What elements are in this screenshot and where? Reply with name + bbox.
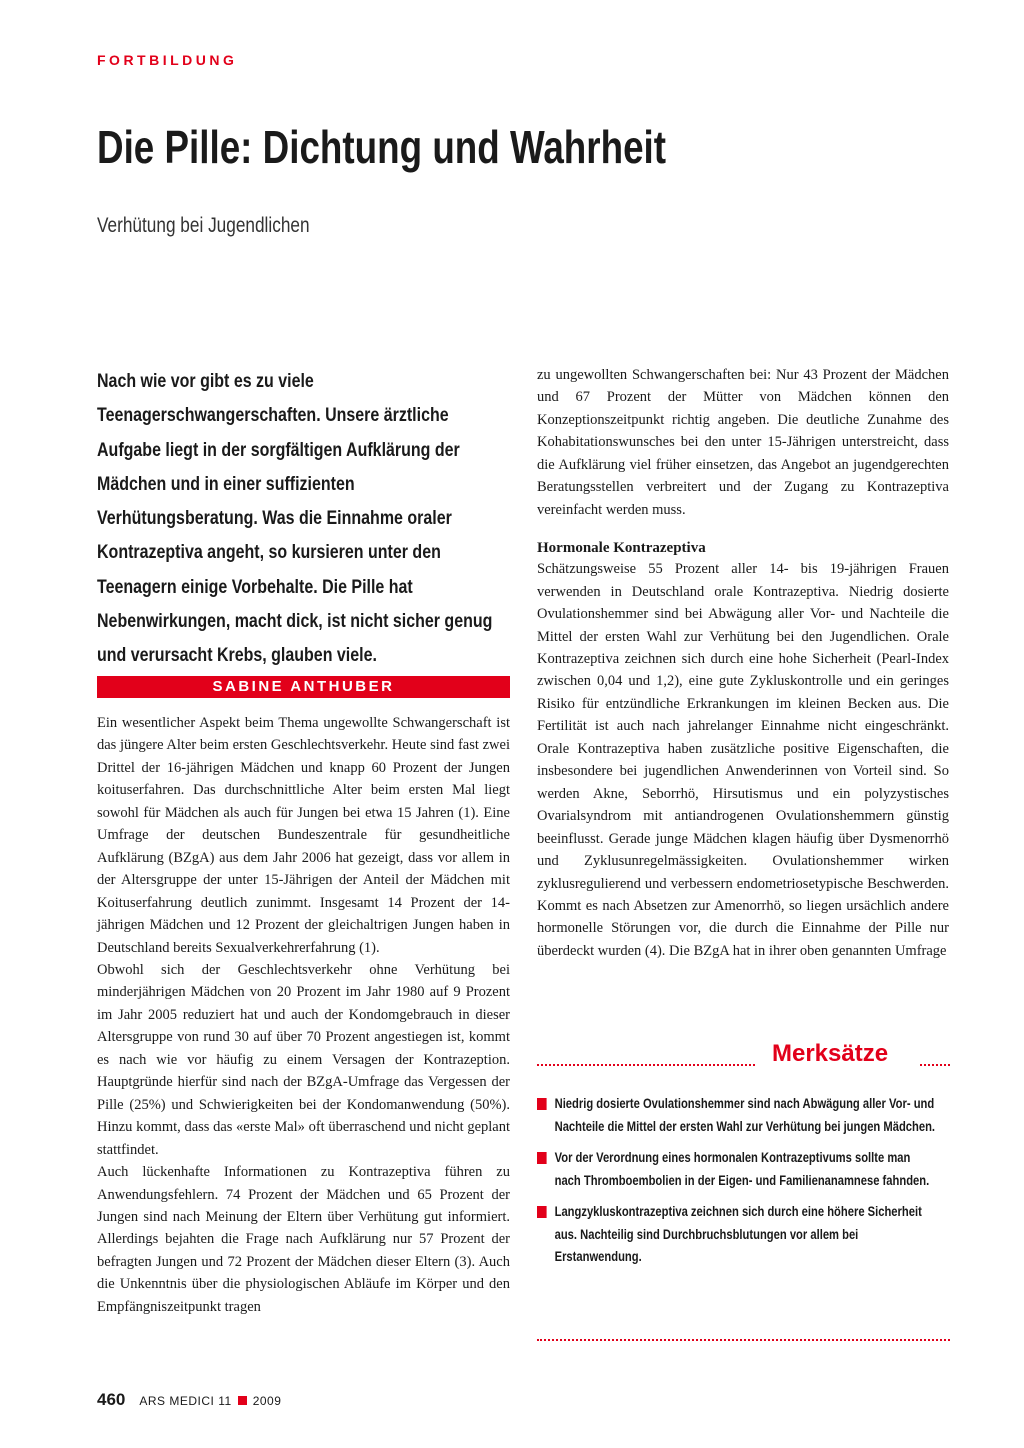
bullet-square-icon xyxy=(537,1206,547,1218)
body-paragraph: Schätzungsweise 55 Prozent aller 14- bis 19-jährigen Frauen verwenden in Deutschland orale Kontrazeptiva. Niedrig dosierte Ovulationshemmer sind bei Abwägung aller Vor- und Nachteile die Mittel der ersten Wahl zur Verhütung bei den Jugendlichen. Orale Kontrazeptiva zeichnen sich durch eine hohe Sicherheit (Pearl-Index zwischen 0,04 und 1,2), eine gute Zykluskontrolle und ein geringes Risiko für entzündliche Erkrankungen im kleinen Becken aus. Die Fertilität ist auch nach jahrelanger Einnahme nicht eingeschränkt. Orale Kontrazeptiva haben zusätzliche positive Eigenschaften, die insbesondere bei jugendlichen Anwenderinnen von Vorteil sind. So werden Akne, Seborrhö, Hirsutismus und ein polyzystisches Ovarialsyndrom mit antiandrogenen Ovulationshemmern günstig beeinflusst. Gerade junge Mädchen klagen häufig über Dysmenorrhö und Zyklusunregelmässigkeiten. Ovulationshemmer wirken zyklusregulierend und verbessern endometriosetypische Beschwerden. Kommt es nach Absetzen zur Amenorrhö, so liegen ursächlich andere hormonelle Störungen vor, die durch die Einnahme der Pille nur überdeckt wurden (4). Die BZgA hat in ihrer oben genannten Umfrage xyxy=(537,561,949,959)
merksaetze-rule-left xyxy=(537,1064,755,1066)
page-footer xyxy=(97,1390,281,1410)
merksatz-item xyxy=(537,1146,937,1191)
body-paragraph: Auch lückenhafte Informationen zu Kontrazeptiva führen zu Anwendungsfehlern. 74 Prozent der Mädchen und 65 Prozent der Jungen sind nach Meinung der Eltern über Verhütung gut informiert. Allerdings bejahten die Frage nach Aufklärung nur 57 Prozent der befragten Jungen und 72 Prozent der Mädchen dieser Eltern (3). Auch die Unkenntnis über die physiologischen Abläufe im Körper und den Empfängniszeitpunkt tragen xyxy=(97,1164,510,1315)
publication-name: ARS MEDICI 11 xyxy=(139,1394,232,1408)
body-column-left xyxy=(97,712,510,1318)
body-paragraph: Obwohl sich der Geschlechtsverkehr ohne Verhütung bei minderjährigen Mädchen von 20 Prozent im Jahr 1980 auf 9 Prozent im Jahr 2005 reduziert hat und auch der Kondomgebrauch in dieser Altersgruppe von rund 30 auf über 70 Prozent angestiegen ist, kommt es nach wie vor häufig zu einem Versagen der Kontrazeption. Hauptgründe hierfür sind nach der BZgA-Umfrage das Vergessen der Pille (25%) und Schwierigkeiten bei der Kondomanwendung (50%). Hinzu kommt, dass das «erste Mal» oft überraschend und nicht geplant stattfindet. xyxy=(97,961,510,1158)
page-number: 460 xyxy=(97,1390,126,1409)
merksatz-item xyxy=(537,1200,937,1268)
body-paragraph: zu ungewollten Schwangerschaften bei: Nur 43 Prozent der Mädchen und 67 Prozent der Mütter von Mädchen können den Konzeptionszeitpunkt richtig angeben. Die deutliche Zunahme des Kohabitationswunsches bei den unter 15-Jährigen unterstreicht, dass die Aufklärung viel früher einsetzen, das Angebot an jugendgerechten Beratungsstellen verbreitert und der Zugang zu Kontrazeptiva vereinfacht werden muss. xyxy=(537,367,949,518)
body-column-right xyxy=(537,364,949,962)
author-name: SABINE ANTHUBER xyxy=(212,678,395,695)
body-paragraph: Ein wesentlicher Aspekt beim Thema ungewollte Schwangerschaft ist das jüngere Alter beim ersten Geschlechtsverkehr. Heute sind fast zwei Drittel der 16-jährigen Mädchen und knapp 60 Prozent der Jungen koituserfahren. Das durchschnittliche Alter beim ersten Mal liegt sowohl für Mädchen als auch für Jungen bei etwa 15 Jahren (1). Eine Umfrage der deutschen Bundeszentrale für gesundheitliche Aufklärung (BZgA) aus dem Jahr 2006 hat gezeigt, dass vor allem in der Altersgruppe der unter 15-Jährigen der Anteil der Mädchen mit Koituserfahrung deutlich zunimmt. Insgesamt 14 Prozent der 14-jährigen Mädchen und 12 Prozent der gleichaltrigen Jungen haben in Deutschland bereits Sexualverkehrerfahrung (1). xyxy=(97,715,510,956)
article-subtitle: Verhütung bei Jugendlichen xyxy=(97,214,310,237)
merksatz-text: Niedrig dosierte Ovulationshemmer sind nach Abwägung aller Vor- und Nachteile die Mittel der ersten Wahl zur Verhütung bei jungen Mädchen. xyxy=(554,1095,936,1134)
bullet-square-icon xyxy=(537,1152,547,1164)
footer-square-icon xyxy=(238,1396,247,1405)
lead-paragraph: Nach wie vor gibt es zu viele Teenagerschwangerschaften. Unsere ärztliche Aufgabe liegt in der sorgfältigen Aufklärung der Mädchen und in einer suffizienten Verhütungsberatung. Was die Einnahme oraler Kontrazeptiva angeht, so kursieren unter den Teenagern einige Vorbehalte. Die Pille hat Nebenwirkungen, macht dick, ist nicht sicher genug und verursacht Krebs, glauben viele. xyxy=(97,370,493,667)
merksatz-text: Vor der Verordnung eines hormonalen Kontrazeptivums sollte man nach Thromboembolien in der Eigen- und Familienanamnese fahnden. xyxy=(554,1149,930,1188)
publication-year: 2009 xyxy=(252,1394,282,1408)
merksaetze-list xyxy=(537,1092,937,1277)
bullet-square-icon xyxy=(537,1098,547,1110)
section-kicker: FORTBILDUNG xyxy=(97,52,238,68)
article-title: Die Pille: Dichtung und Wahrheit xyxy=(97,121,667,173)
merksatz-text: Langzykluskontrazeptiva zeichnen sich durch eine höhere Sicherheit aus. Nachteilig sind Durchbruchsblutungen vor allem bei Erstanwendung. xyxy=(554,1203,922,1264)
merksaetze-title: Merksätze xyxy=(772,1040,889,1067)
merksaetze-rule-bottom xyxy=(537,1339,950,1341)
merksatz-item xyxy=(537,1092,937,1137)
section-heading: Hormonale Kontrazeptiva xyxy=(537,540,706,557)
merksaetze-rule-right xyxy=(920,1064,950,1066)
